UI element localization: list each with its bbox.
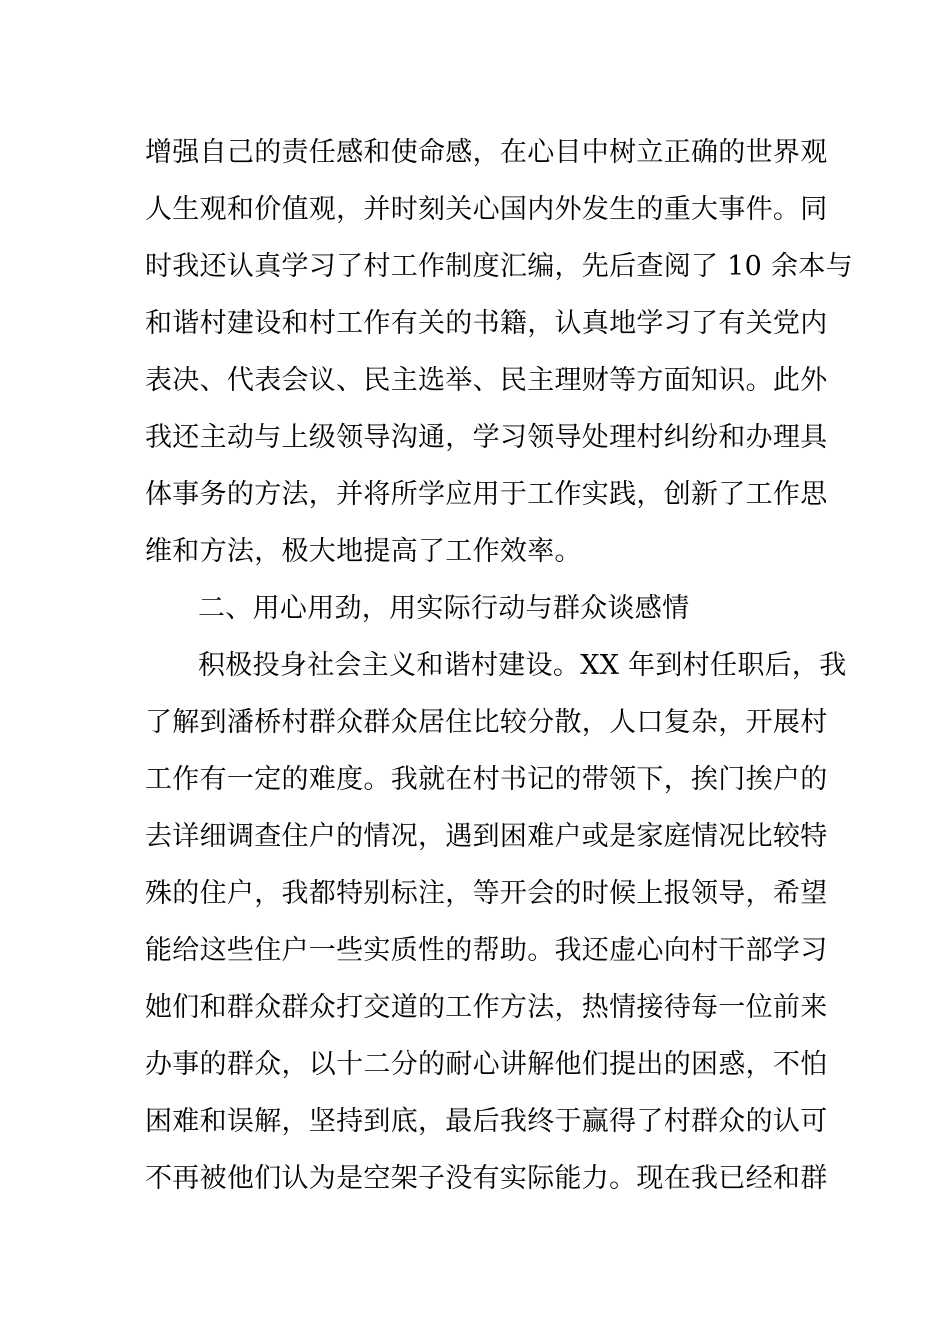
text-line: 时我还认真学习了村工作制度汇编，先后查阅了 10 余本与	[145, 251, 853, 282]
text-line: 表决、代表会议、民主选举、民主理财等方面知识。此外	[145, 365, 828, 396]
text-line: 了解到潘桥村群众群众居住比较分散，人口复杂，开展村	[145, 707, 828, 738]
text-line: 她们和群众群众打交道的工作方法，热情接待每一位前来	[145, 992, 828, 1023]
text-line: 人生观和价值观，并时刻关心国内外发生的重大事件。同	[145, 194, 828, 225]
text-line: 能给这些住户一些实质性的帮助。我还虚心向村干部学习	[145, 935, 828, 966]
text-line: 积极投身社会主义和谐村建设。XX 年到村任职后，我	[198, 650, 847, 681]
text-line: 办事的群众，以十二分的耐心讲解他们提出的困惑，不怕	[145, 1049, 828, 1080]
text-line: 和谐村建设和村工作有关的书籍，认真地学习了有关党内	[145, 308, 828, 339]
text-line: 维和方法，极大地提高了工作效率。	[145, 536, 582, 567]
text-line: 殊的住户，我都特别标注，等开会的时候上报领导，希望	[145, 878, 828, 909]
text-line: 增强自己的责任感和使命感，在心目中树立正确的世界观	[145, 137, 828, 168]
text-line: 去详细调查住户的情况，遇到困难户或是家庭情况比较特	[145, 821, 828, 852]
text-line: 工作有一定的难度。我就在村书记的带领下，挨门挨户的	[145, 764, 828, 795]
text-line: 体事务的方法，并将所学应用于工作实践，创新了工作思	[145, 479, 828, 510]
text-line: 我还主动与上级领导沟通，学习领导处理村纠纷和办理具	[145, 422, 828, 453]
text-line: 不再被他们认为是空架子没有实际能力。现在我已经和群	[145, 1163, 828, 1194]
text-line: 困难和误解，坚持到底，最后我终于赢得了村群众的认可	[145, 1106, 828, 1137]
section-heading: 二、用心用劲，用实际行动与群众谈感情	[198, 593, 690, 624]
